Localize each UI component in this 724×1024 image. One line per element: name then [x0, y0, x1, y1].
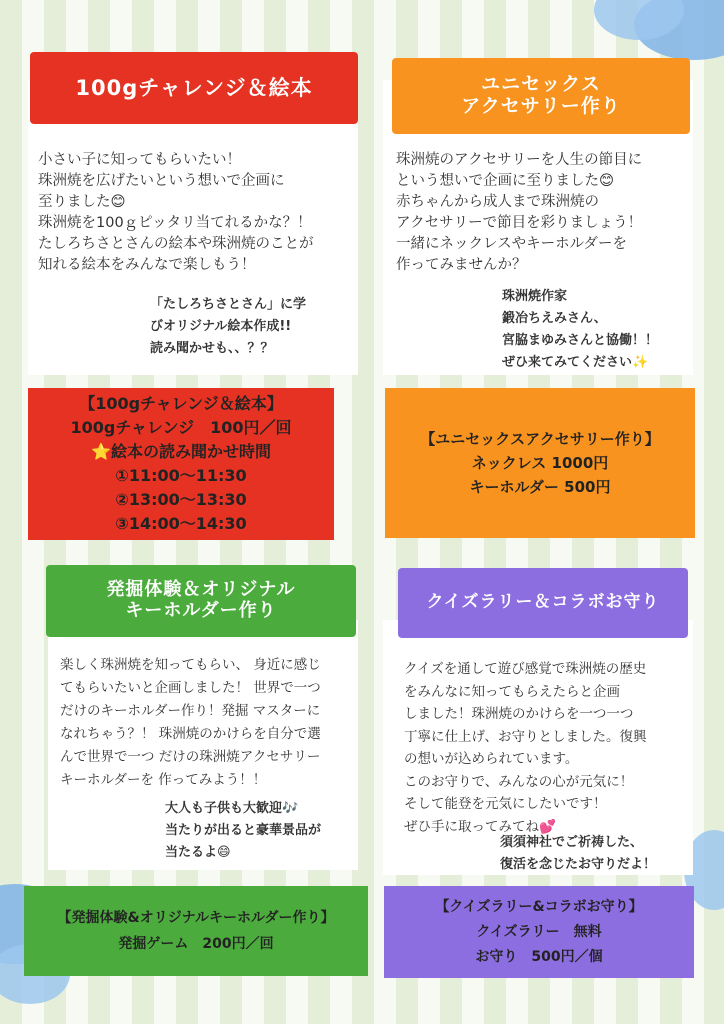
section2-body: 珠洲焼のアクセサリーを人生の節目に という想いで企画に至りました😊 赤ちゃんから成人まで珠洲焼の アクセサリーで節目を彩りましょう！ 一緒にネックレスやキーホルダーを 作ってみませんか？	[396, 152, 643, 273]
section3-body: 楽しく珠洲焼を知ってもらい、 身近に感じ てもらいたいと企画しました！ 世界で一つ だけのキーホルダー作り！発掘 マスターに なれちゃう？！ 珠洲焼のかけらを自分で選 んで世界で一つ だけの珠洲焼アクセサリー キーホルダーを 作ってみよう！！	[60, 657, 321, 788]
section4-title: クイズラリー＆コラボお守り	[426, 592, 660, 613]
section1-title: 100gチャレンジ＆絵本	[75, 75, 313, 100]
section2-info-box: 【ユニセックスアクセサリー作り】 ネックレス 1000円 キーホルダー 500円	[385, 388, 695, 538]
section3-note: 大人も子供も大歓迎🎶 当たりが出ると豪華景品が 当たるよ😄	[165, 801, 322, 860]
section3-title-line2: キーホルダー作り	[125, 600, 277, 621]
section3-info-box: 【発掘体験&オリジナルキーホルダー作り】 発掘ゲーム 200円／回	[24, 886, 368, 976]
section3-title-line1: 発掘体験＆オリジナル	[106, 579, 296, 601]
section4-body: クイズを通して遊び感覚で珠洲焼の歴史 をみんなに知ってもらえたらと企画 しました！珠洲焼のかけらを一つ一つ 丁寧に仕上げ、お守りとしました。復興 の想いが込められています。 このお守りで、みんなの心が元気に！ そして能登を元気にしたいです！ ぜひ手に取ってみてね💕	[404, 661, 647, 835]
section4-info-box: 【クイズラリー&コラボお守り】 クイズラリー 無料 お守り 500円／個	[384, 886, 694, 978]
section2-title-ribbon	[392, 58, 690, 134]
section2-title-line2: アクセサリー作り	[461, 95, 621, 117]
section1-info-box: 【100gチャレンジ＆絵本】 100gチャレンジ 100円／回 ⭐絵本の読み聞かせ時間 ①11:00〜11:30 ②13:00〜13:30 ③14:00〜14:30	[28, 388, 334, 540]
section4-note: 須須神社でご祈祷した、 復活を念じたお守りだよ！	[500, 835, 657, 872]
section2-note: 珠洲焼作家 鍛冶ちえみさん、 宮脇まゆみさんと協働！！ ぜひ来てみてください✨	[502, 289, 659, 370]
section2-title-line1: ユニセックス	[481, 73, 601, 96]
section1-title-ribbon	[30, 52, 358, 124]
section4-title-ribbon	[398, 568, 688, 638]
section1-body: 小さい子に知ってもらいたい！ 珠洲焼を広げたいという想いで企画に 至りました😊 珠洲焼を100ｇピッタリ当てれるかな？！ たしろちさとさんの絵本や珠洲焼のことが 知れる絵本をみんなで楽しもう！	[38, 152, 314, 273]
section1-note: 「たしろちさとさん」に学 びオリジナル絵本作成!! 読み聞かせも、、？？	[150, 297, 307, 356]
section3-title-ribbon	[46, 565, 356, 637]
